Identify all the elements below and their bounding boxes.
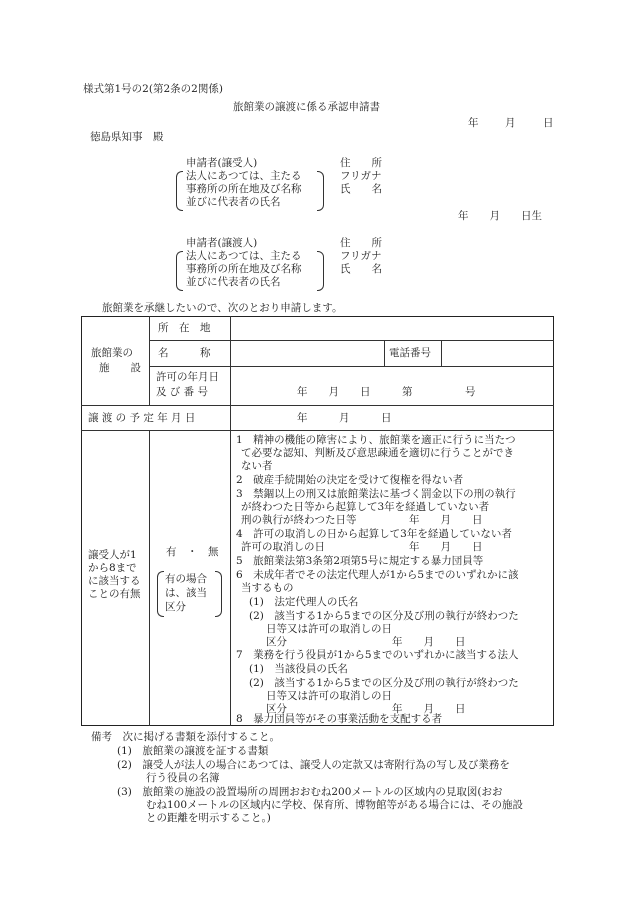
date-year: 年 (468, 117, 479, 129)
if-yes-label: は、該当 (165, 587, 207, 599)
transferee-label: 事務所の所在地及び名称 (186, 183, 302, 195)
bracket-right (215, 571, 222, 617)
col-divider (149, 316, 150, 405)
transferee-label: 申請者(譲受人) (186, 157, 258, 169)
notes-heading: 備考 次に掲げる書類を添付すること。 (91, 731, 280, 743)
condition-line: て必要な認知、判断及び意思疎通を適切に行うことができ (241, 447, 514, 459)
disqualification-label: から8まで (88, 562, 137, 574)
col-divider (441, 340, 442, 366)
condition-line: ない者 (241, 460, 273, 472)
transferor-label: 事務所の所在地及び名称 (186, 263, 302, 275)
bracket-left (176, 251, 183, 291)
date-day: 日 (543, 117, 554, 129)
transferor-label: 並びに代表者の氏名 (186, 276, 281, 288)
note-line: むね100メートルの区域内に学校、保育所、博物館等がある場合には、その施設 (146, 799, 524, 811)
bracket-right (317, 171, 324, 211)
transferor-address-label: 住 所 (340, 237, 382, 249)
note-line: (1) 旅館業の譲渡を証する書類 (117, 745, 269, 757)
note-line: (3) 旅館業の施設の設置場所の周囲おおむね200メートルの区域内の見取図(おお (117, 786, 503, 798)
condition-line: 8 暴力団員等がその事業活動を支配する者 (236, 713, 443, 725)
intro-text: 旅館業を承継したいので、次のとおり申請します。 (102, 302, 343, 314)
facility-label: 旅館業の (91, 347, 133, 359)
condition-line: 当するもの (241, 582, 294, 594)
note-line: との距離を明示すること。) (146, 812, 271, 824)
facility-label: 施 設 (99, 362, 141, 374)
document-title: 旅館業の譲渡に係る承認申請書 (233, 101, 380, 113)
if-yes-label: 区分 (165, 601, 186, 613)
transfer-date-value: 年 月 日 (297, 412, 392, 424)
addressee: 徳島県知事 殿 (90, 131, 164, 143)
col-divider (230, 405, 231, 430)
disqualification-label: ことの有無 (88, 588, 141, 600)
condition-line: 6 未成年者でその法定代理人が1から5までのいずれかに該 (236, 569, 519, 581)
condition-line: (1) 当該役員の氏名 (249, 663, 348, 675)
condition-line: (1) 法定代理人の氏名 (249, 596, 359, 608)
transferee-furigana-label: フリガナ (340, 170, 382, 182)
row-divider (149, 340, 554, 341)
condition-line: が終わつた日等から起算して3年を経過していない者 (241, 501, 490, 513)
col-divider (230, 316, 231, 405)
condition-line: 許可の取消しの日 年 月 日 (241, 541, 483, 553)
col-divider (149, 430, 150, 726)
form-number: 様式第1号の2(第2条の2関係) (83, 83, 223, 95)
condition-line: 5 旅館業法第3条第2項第5号に規定する暴力団員等 (236, 555, 484, 567)
note-line: 行う役員の名簿 (146, 772, 220, 784)
location-label: 所 在 地 (158, 322, 211, 334)
facility-name-value[interactable] (236, 347, 378, 361)
yes-no-choice[interactable]: 有 ・ 無 (166, 546, 219, 558)
row-divider (149, 366, 554, 367)
transferor-name-label: 氏 名 (340, 263, 382, 275)
permit-label: 及 び 番 号 (156, 386, 209, 398)
permit-label: 許可の年月日 (156, 371, 219, 383)
transferee-label: 法人にあつては、主たる (186, 170, 302, 182)
transferor-label: 法人にあつては、主たる (186, 250, 302, 262)
condition-line: 3 禁錮以上の刑又は旅館業法に基づく罰金以下の刑の執行 (236, 488, 516, 500)
transferor-furigana-label: フリガナ (340, 250, 382, 262)
bracket-left (176, 171, 183, 211)
permit-value: 年 月 日 第 号 (297, 386, 476, 398)
condition-line: 2 破産手続開始の決定を受けて復権を得ない者 (236, 474, 464, 486)
transferor-label: 申請者(譲渡人) (186, 237, 258, 249)
col-divider (384, 340, 385, 366)
if-yes-label: 有の場合 (165, 573, 207, 585)
transfer-date-label: 譲 渡 の 予 定 年 月 日 (88, 412, 196, 424)
condition-line: 日等又は許可の取消しの日 (266, 690, 392, 702)
condition-line: 区分 年 月 日 (266, 636, 466, 648)
row-divider (81, 405, 554, 406)
condition-line: (2) 該当する1から5までの区分及び刑の執行が終わつた (249, 677, 519, 689)
phone-label: 電話番号 (389, 347, 431, 359)
date-month: 月 (505, 117, 516, 129)
transferee-label: 並びに代表者の氏名 (186, 196, 281, 208)
condition-line: 日等又は許可の取消しの日 (266, 623, 392, 635)
condition-line: 刑の執行が終わつた日等 年 月 日 (241, 514, 483, 526)
transferee-address-label: 住 所 (340, 157, 382, 169)
transferee-name-label: 氏 名 (340, 183, 382, 195)
condition-line: (2) 該当する1から5までの区分及び刑の執行が終わつた (249, 610, 519, 622)
disqualification-label: 譲受人が1 (88, 549, 137, 561)
phone-value[interactable] (446, 347, 548, 361)
location-value[interactable] (236, 322, 548, 336)
disqualification-label: に該当する (88, 575, 141, 587)
condition-line: 7 業務を行う役員が1から5までのいずれかに該当する法人 (236, 649, 519, 661)
condition-line: 区分 年 月 日 (266, 703, 466, 715)
note-line: (2) 譲受人が法人の場合にあつては、譲受人の定款又は寄附行為の写し及び業務を (117, 759, 510, 771)
bracket-right (317, 251, 324, 291)
bracket-left (157, 571, 164, 617)
condition-line: 1 精神の機能の障害により、旅館業を適正に行うに当たつ (236, 434, 516, 446)
facility-name-label: 名 称 (158, 347, 211, 359)
col-divider (230, 430, 231, 726)
condition-line: 4 許可の取消しの日から起算して3年を経過していない者 (236, 528, 512, 540)
birth-date-line: 年 月 日生 (458, 210, 542, 222)
row-divider (81, 430, 554, 431)
